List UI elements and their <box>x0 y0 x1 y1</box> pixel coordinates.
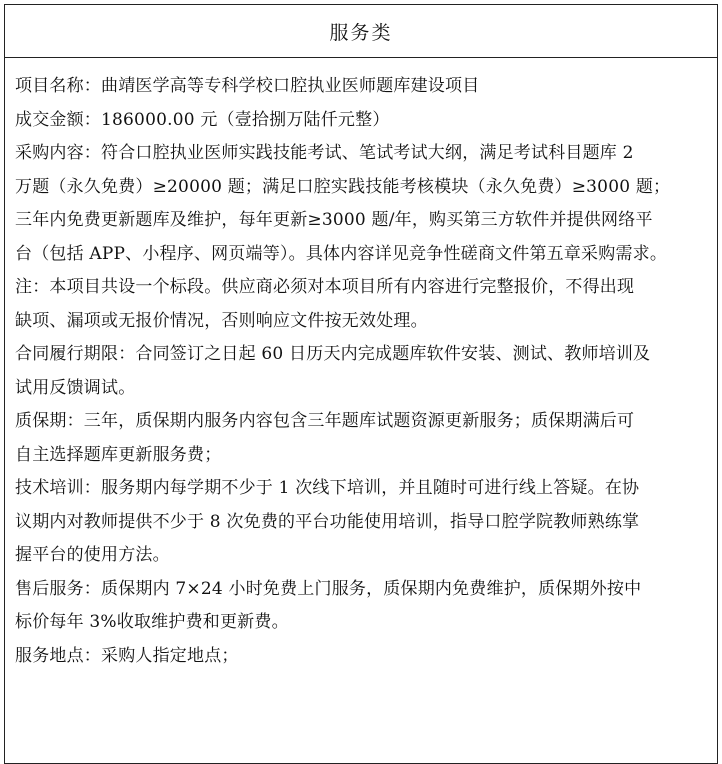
after-sales-line-2: 标价每年 3%收取维护费和更新费。 <box>15 612 289 632</box>
procurement-content-line-2: 万题（永久免费）≥20000 题；满足口腔实践技能考核模块（永久免费）≥3000 题； <box>15 176 671 197</box>
after-sales-line-1: 售后服务：质保期内 7×24 小时免费上门服务，质保期内免费维护，质保期外按中 <box>15 578 642 599</box>
note-line-1: 注：本项目共设一个标段。供应商必须对本项目所有内容进行完整报价，不得出现 <box>15 277 635 297</box>
warranty-line-1: 质保期：三年，质保期内服务内容包含三年题库试题资源更新服务；质保期满后可 <box>15 411 635 431</box>
deal-amount-line: 成交金额：186000.00 元（壹拾捌万陆仟元整） <box>15 109 390 130</box>
procurement-content-line-3: 三年内免费更新题库及维护，每年更新≥3000 题/年，购买第三方软件并提供网络平 <box>15 210 653 230</box>
training-line-2: 议期内对教师提供不少于 8 次免费的平台功能使用培训，指导口腔学院教师熟练掌 <box>15 511 640 532</box>
warranty-line-2: 自主选择题库更新服务费； <box>15 444 222 465</box>
table-body <box>5 58 717 673</box>
procurement-content-line-1: 采购内容：符合口腔执业医师实践技能考试、笔试考试大纲，满足考试科目题库 2 <box>15 143 634 163</box>
training-line-1: 技术培训：服务期内每学期不少于 1 次线下培训，并且随时可进行线上答疑。在协 <box>15 478 640 498</box>
contract-period-line-1: 合同履行期限：合同签订之日起 60 日历天内完成题库软件安装、测试、教师培训及 <box>15 344 651 364</box>
procurement-content-line-4: 台（包括 APP、小程序、网页端等）。具体内容详见竞争性磋商文件第五章采购需求。 <box>15 243 668 264</box>
table-title: 服务类 <box>329 21 393 44</box>
contract-period-line-2: 试用反馈调试。 <box>15 377 136 398</box>
project-name-line: 项目名称：曲靖医学高等专科学校口腔执业医师题库建设项目 <box>15 76 480 96</box>
note-line-2: 缺项、漏项或无报价情况，否则响应文件按无效处理。 <box>15 310 428 331</box>
training-line-3: 握平台的使用方法。 <box>15 545 170 565</box>
table-header <box>5 5 717 58</box>
service-table <box>4 4 718 764</box>
service-location-line: 服务地点：采购人指定地点； <box>15 645 239 666</box>
